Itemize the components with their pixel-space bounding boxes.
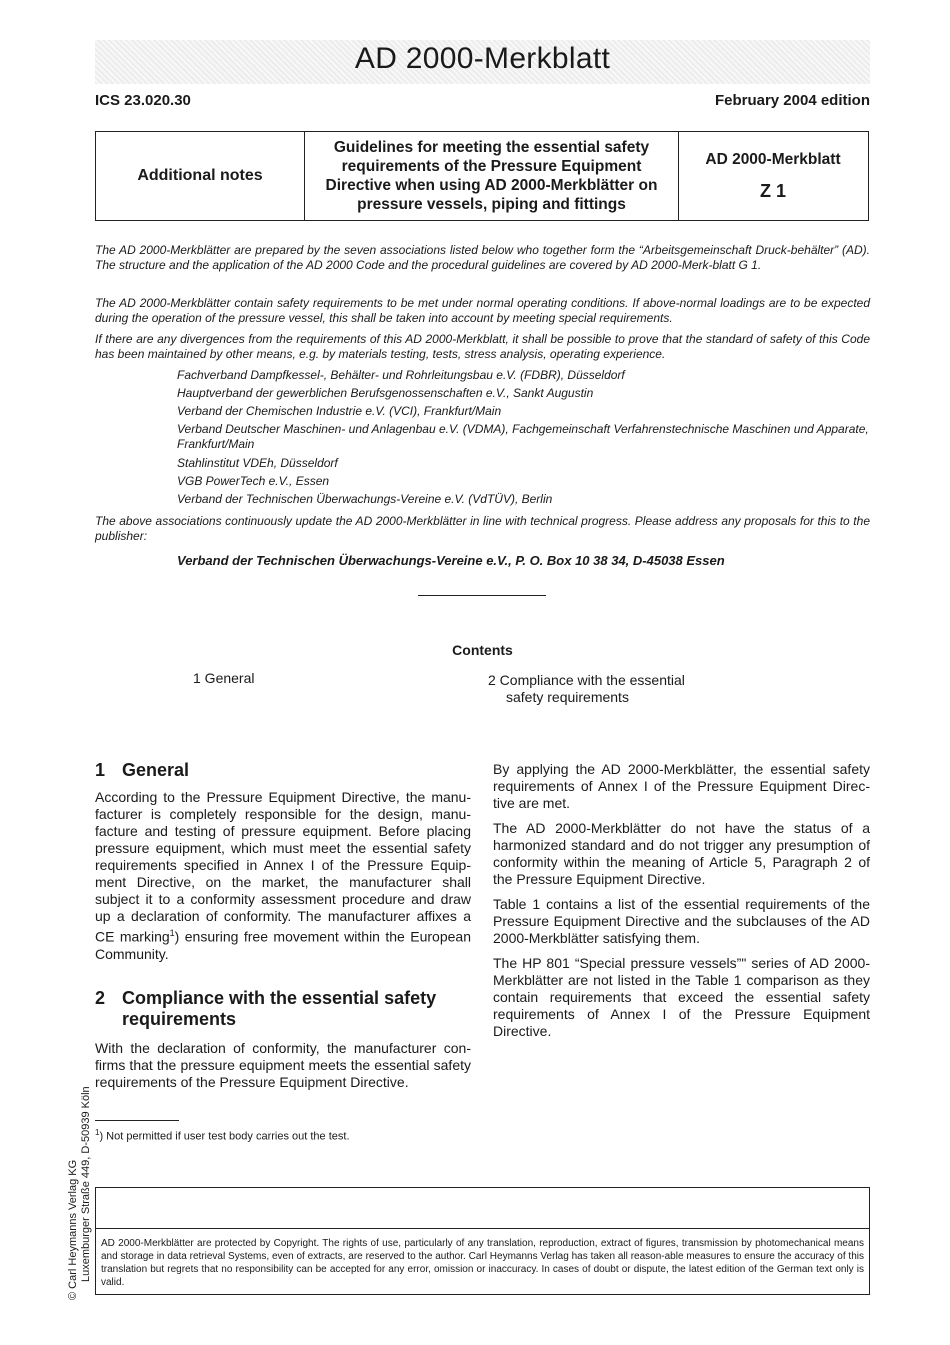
right-paragraph-1: By applying the AD 2000-Merkblätter, the essential safety requirements of Annex I of the Pressure Equipment Direc-tive are met.: [493, 761, 870, 811]
sidebar-line-1: © Carl Heymanns Verlag KG: [67, 1159, 79, 1300]
document-title-cell: Guidelines for meeting the essential safety requirements of the Pressure Equipment Directive when using AD 2000-Merkblätter on pressure vessels, piping and fittings: [305, 132, 679, 220]
footnote-separator: [95, 1120, 179, 1121]
footnote-ref[interactable]: 1: [169, 928, 175, 938]
association-item: Fachverband Dampfkessel-, Behälter- und Rohrleitungsbau e.V. (FDBR), Düsseldorf: [177, 368, 625, 382]
section-2: [95, 988, 471, 1091]
section-1-heading: [95, 760, 471, 781]
edition-date: February 2004 edition: [714, 92, 870, 109]
intro-paragraph-2: The AD 2000-Merkblätter contain safety requirements to be met under normal operating conditions. If above-normal loadings are to be expected during the operation of the pressure vessel, this shall be taken into account by meeting special requirements.: [95, 296, 870, 325]
footnote-mark: 1: [95, 1128, 100, 1137]
intro-paragraph-4: The above associations continuously update the AD 2000-Merkblätter in line with technical progress. Please address any proposals for this to the publisher:: [95, 514, 870, 543]
merkblatt-code: Z 1: [759, 180, 786, 201]
ics-code: ICS 23.020.30: [95, 92, 191, 109]
toc-item-general[interactable]: 1 General: [193, 670, 255, 686]
contents-heading: Contents: [452, 642, 513, 658]
additional-notes-cell: Additional notes: [96, 132, 305, 220]
section-2-title-line2: requirements: [122, 1009, 237, 1029]
intro-paragraph-3: If there are any divergences from the requirements of this AD 2000-Merkblatt, it shall be possible to prove that the standard of safety of this Code has been maintained by other means, e.g. by materials testing, tests, stress analysis, operating experience.: [95, 332, 870, 361]
publisher-address: Verband der Technischen Überwachungs-Vereine e.V., P. O. Box 10 38 34, D-45038 Essen: [177, 553, 725, 568]
association-item: Hauptverband der gewerblichen Berufsgenossenschaften e.V., Sankt Augustin: [177, 386, 594, 400]
association-item: VGB PowerTech e.V., Essen: [177, 474, 330, 488]
section-2-title-line1: Compliance with the essential safety: [122, 988, 437, 1008]
title-table: [95, 131, 869, 221]
right-column: [493, 761, 870, 1040]
association-item: Stahlinstitut VDEh, Düsseldorf: [177, 456, 338, 470]
association-item: Verband der Chemischen Industrie e.V. (VCI), Frankfurt/Main: [177, 404, 502, 418]
section-1-title: General: [122, 760, 190, 780]
right-paragraph-2: The AD 2000-Merkblätter do not have the status of a harmonized standard and do not trigger any presumption of conformity within the meaning of Article 5, Paragraph 2 of the Pressure Equipment Directive.: [493, 820, 870, 887]
copyright-box-divider: [95, 1228, 870, 1229]
toc-item-compliance-line2: safety requirements: [506, 689, 629, 705]
section-2-heading: [95, 988, 471, 1030]
association-item: Verband der Technischen Überwachungs-Vereine e.V. (VdTÜV), Berlin: [177, 492, 553, 506]
sidebar-line-2: Luxemburger Straße 449, D-50939 Köln: [80, 1086, 92, 1282]
toc-item-compliance-line1: 2 Compliance with the essential: [488, 672, 685, 688]
merkblatt-code-cell: [679, 132, 867, 220]
copyright-notice: AD 2000-Merkblätter are protected by Copyright. The rights of use, particularly of any translation, reproduction, extract of figures, transmission by photomechanical means and storage in data retrieval Systems, even of extracts, are reserved to the author. Carl Heymanns Verlag has taken all reason-able measures to ensure the accuracy of this translation but regrets that no responsibility can be accepted for any error, omission or inaccuracy. In cases of doubt or dispute, the latest edition of the German text only is valid.: [101, 1238, 864, 1288]
association-item: Verband Deutscher Maschinen- und Anlagenbau e.V. (VDMA), Fachgemeinschaft Verfahrenstechnische Maschinen und Apparate, Frankfurt/Main: [177, 422, 869, 451]
footnote: [95, 1128, 350, 1143]
footnote-text: ) Not permitted if user test body carries out the test.: [99, 1130, 350, 1143]
section-2-body: With the declaration of conformity, the manufacturer con-firms that the pressure equipment meets the essential safety requirements of the Pressure Equipment Directive.: [95, 1040, 471, 1090]
intro-paragraph-1: The AD 2000-Merkblätter are prepared by the seven associations listed below who together form the “Arbeitsgemeinschaft Druck-behälter” (AD). The structure and the application of the AD 2000 Code and the procedural guidelines are covered by AD 2000-Merk-blatt G 1.: [95, 243, 870, 272]
banner-title: AD 2000-Merkblatt: [354, 42, 611, 75]
merkblatt-label: AD 2000-Merkblatt: [705, 150, 841, 168]
toc-item-compliance[interactable]: [488, 672, 685, 706]
publisher-sidebar: [67, 1086, 93, 1300]
right-paragraph-3: Table 1 contains a list of the essential requirements of the Pressure Equipment Directive and the subclauses of the AD 2000-Merkblätter satisfying them.: [493, 896, 870, 946]
section-1: [95, 760, 471, 963]
separator-line: [418, 595, 546, 596]
right-paragraph-4: The HP 801 “Special pressure vessels”" series of AD 2000-Merkblätter are not listed in the Table 1 comparison as they contain requirements that exceed the essential safety requirements of Annex I of the Pressure Equipment Directive.: [493, 955, 870, 1039]
section-1-number: 1: [95, 760, 106, 780]
section-2-number: 2: [95, 988, 106, 1008]
section-1-body: According to the Pressure Equipment Directive, the manu-facturer is completely responsible for the design, manu-facture and testing of pressure equipment. Before placing pressure equipment, which must meet the essential safety requirements specified in Annex I of the Pressure Equip-ment Directive, on the market, the manufacturer shall subject it to a conformity assessment procedure and draw up a declaration of conformity. The manufacturer affixes a CE marking$^1$) ensuring free movement within the European Community.: [95, 789, 471, 962]
